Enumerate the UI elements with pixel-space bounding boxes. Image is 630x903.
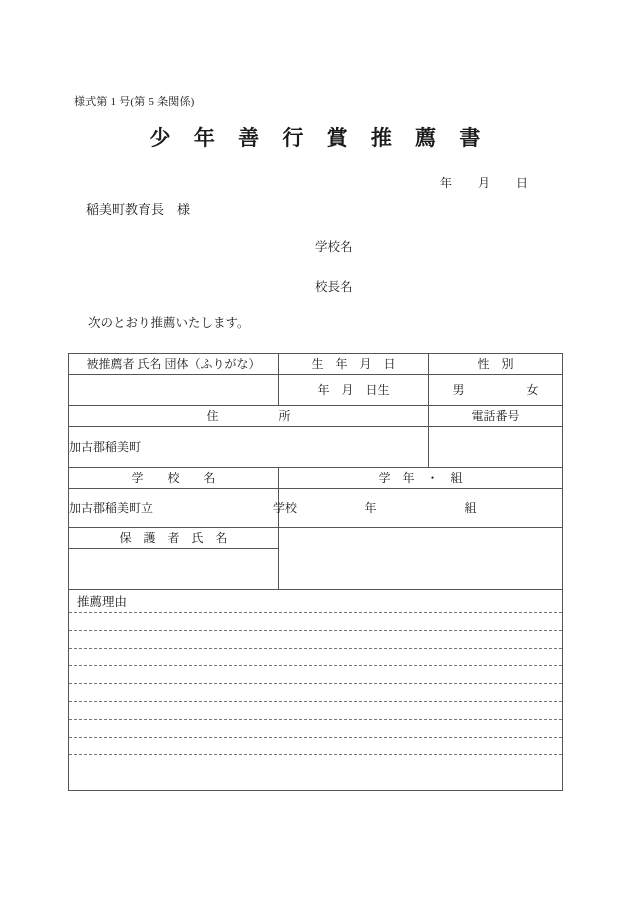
header-grade-class: 学 年 ・ 組: [279, 468, 563, 489]
school-name-signature-label: 学校名: [315, 240, 353, 254]
form-number: 様式第 1 号(第 5 条関係): [74, 96, 195, 108]
reason-ruled-lines: [69, 612, 562, 790]
field-guardian-blank[interactable]: [279, 528, 563, 590]
reason-rule-line: [69, 612, 562, 613]
date-year-label: 年: [440, 176, 453, 190]
date-day-label: 日: [516, 176, 529, 190]
school-name-prefix: 加古郡稲美町立: [69, 501, 154, 515]
page-title: 少 年 善 行 賞 推 薦 書: [149, 126, 490, 150]
reason-section[interactable]: [69, 590, 563, 791]
table-row-reason: [69, 590, 563, 791]
reason-rule-line: [69, 665, 562, 666]
recommendation-table: [68, 353, 563, 791]
header-gender: 性 別: [429, 354, 563, 375]
intro-sentence: 次のとおり推薦いたします。: [88, 316, 250, 330]
reason-rule-line: [69, 648, 562, 649]
reason-rule-line: [69, 754, 562, 755]
principal-name-signature-label: 校長名: [315, 280, 353, 294]
reason-rule-line: [69, 683, 562, 684]
reason-title: 推薦理由: [77, 595, 128, 609]
header-address: 住 所: [69, 406, 429, 427]
table-row-school-header: [69, 468, 563, 489]
header-phone: 電話番号: [429, 406, 563, 427]
table-row-nominee-entry: [69, 375, 563, 406]
header-birthdate: 生 年 月 日: [279, 354, 429, 375]
gender-option-female[interactable]: 女: [526, 383, 539, 397]
reason-rule-line: [69, 630, 562, 631]
table-row-address-header: [69, 406, 563, 427]
field-address[interactable]: 加古郡稲美町: [69, 427, 429, 468]
addressee: 稲美町教育長 様: [86, 202, 191, 217]
field-gender[interactable]: [429, 375, 563, 406]
field-nominee-name[interactable]: [69, 375, 279, 406]
school-name-suffix: 学校: [273, 501, 298, 515]
header-nominee-name: 被推薦者 氏名 団体（ふりがな）: [69, 354, 279, 375]
header-guardian-name: 保 護 者 氏 名: [69, 528, 279, 549]
field-birthdate[interactable]: 年 月 日生: [279, 375, 429, 406]
field-guardian-name[interactable]: [69, 549, 279, 590]
field-phone[interactable]: [429, 427, 563, 468]
table-row-guardian-header: [69, 528, 563, 549]
class-label: 組: [464, 501, 477, 515]
field-school-name[interactable]: [69, 489, 298, 528]
reason-rule-line: [69, 719, 562, 720]
gender-option-male[interactable]: 男: [452, 383, 465, 397]
date-month-label: 月: [478, 176, 491, 190]
reason-rule-line: [69, 737, 562, 738]
table-row-school-entry: [69, 489, 563, 528]
field-grade-class[interactable]: [279, 489, 563, 528]
header-school-name: 学 校 名: [69, 468, 279, 489]
grade-label: 年: [364, 501, 377, 515]
table-row-address-entry: [69, 427, 563, 468]
table-row-nominee-header: [69, 354, 563, 375]
reason-rule-line: [69, 701, 562, 702]
date-line: [440, 174, 528, 191]
